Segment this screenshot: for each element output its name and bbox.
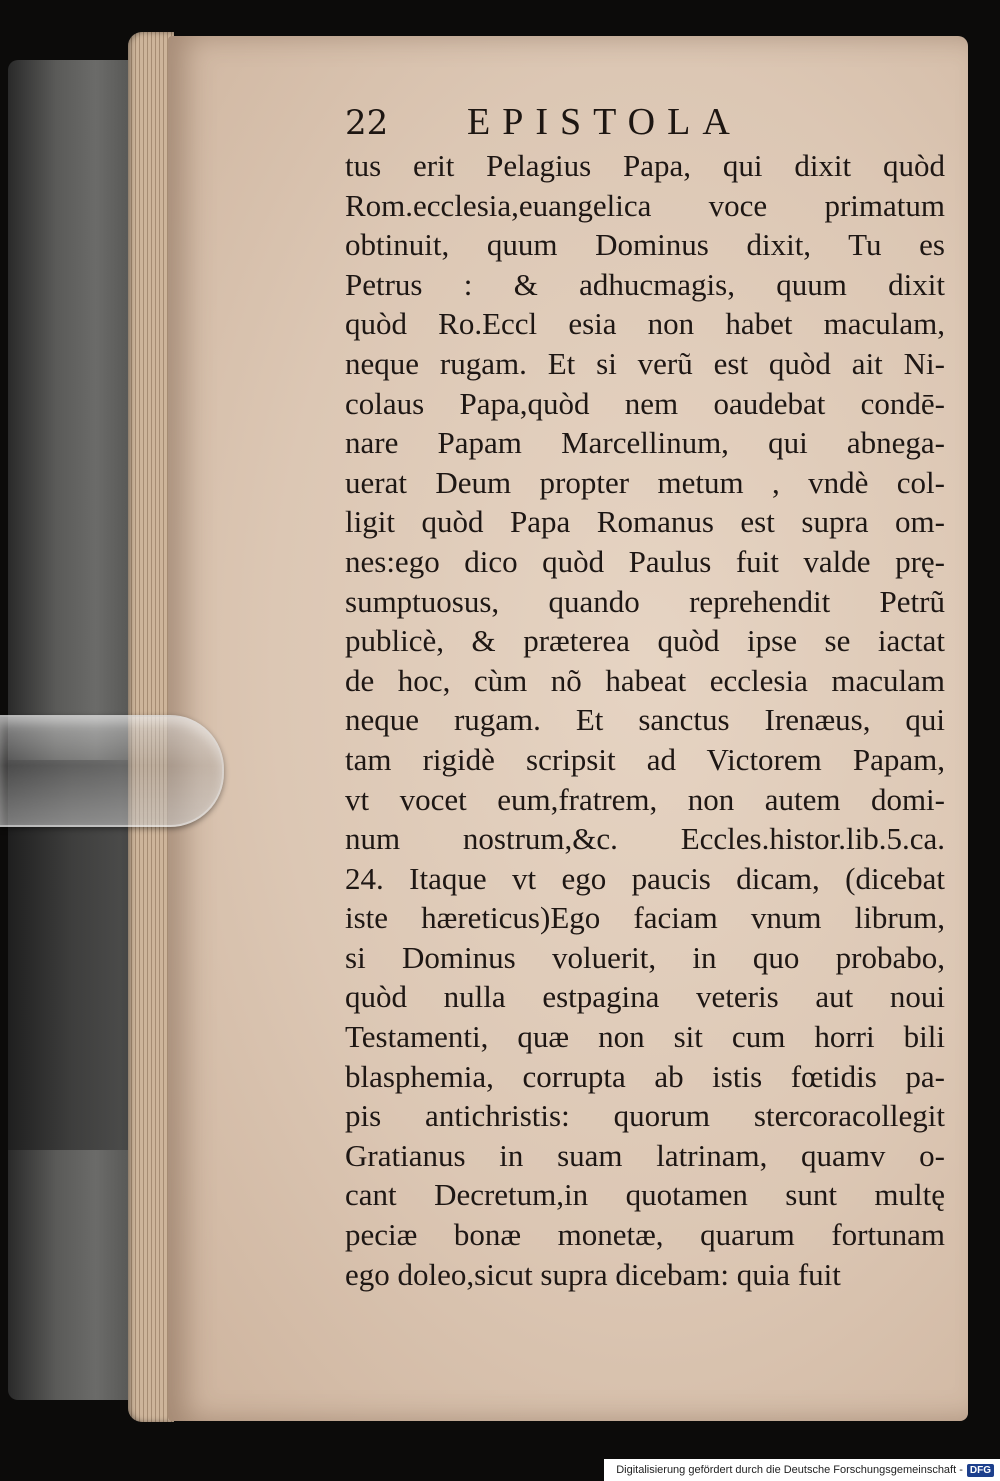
text-line: cant Decretum,in quotamen sunt multę	[345, 1177, 945, 1213]
text-line: Testamenti, quæ non sit cum horri bili	[345, 1019, 945, 1055]
text-line: pis antichristis: quorum stercoracollegit	[345, 1098, 945, 1134]
digitization-credit: Digitalisierung gefördert durch die Deutsche Forschungsgemeinschaft -	[616, 1464, 963, 1476]
glass-page-holder	[0, 715, 224, 827]
text-line: tus erit Pelagius Papa, qui dixit quòd	[345, 148, 945, 183]
text-line: peciæ bonæ monetæ, quarum fortunam	[345, 1217, 945, 1253]
text-line: sumptuosus, quando reprehendit Petrũ	[345, 583, 945, 619]
text-line: quòd Ro.Eccl esia non habet maculam,	[345, 306, 945, 342]
text-line: de hoc, cùm nõ habeat ecclesia maculam	[345, 662, 945, 698]
digitization-credit-bar	[604, 1459, 1000, 1481]
text-line: iste hæreticus)Ego faciam vnum librum,	[345, 900, 945, 936]
running-head	[345, 100, 795, 146]
body-text	[345, 146, 945, 1294]
text-line: uerat Deum propter metum , vndè col-	[345, 464, 945, 500]
page-number: 22	[345, 103, 389, 143]
text-line: blasphemia, corrupta ab istis fœtidis pa-	[345, 1058, 945, 1094]
text-line: neque rugam. Et sanctus Irenæus, qui	[345, 702, 945, 738]
text-line: nare Papam Marcellinum, qui abnega-	[345, 425, 945, 461]
text-line: vt vocet eum,fratrem, non autem domi-	[345, 781, 945, 817]
text-line: tam rigidè scripsit ad Victorem Papam,	[345, 741, 945, 777]
text-line: 24. Itaque vt ego paucis dicam, (dicebat	[345, 860, 945, 896]
text-line: si Dominus voluerit, in quo probabo,	[345, 939, 945, 975]
text-line: ego doleo,sicut supra dicebam: quia fuit	[345, 1256, 841, 1292]
text-line: quòd nulla estpagina veteris aut noui	[345, 979, 945, 1015]
running-head-title: EPISTOLA	[467, 101, 742, 143]
dfg-logo: DFG	[967, 1464, 994, 1477]
text-line: Petrus : & adhucmagis, quum dixit	[345, 266, 945, 302]
text-line: nes:ego dico quòd Paulus fuit valde prę-	[345, 543, 945, 579]
text-line: Gratianus in suam latrinam, quamv o-	[345, 1137, 945, 1173]
text-line: ligit quòd Papa Romanus est supra om-	[345, 504, 945, 540]
text-line: Rom.ecclesia,euangelica voce primatum	[345, 187, 945, 223]
text-line: publicè, & præterea quòd ipse se iactat	[345, 623, 945, 659]
text-line: num nostrum,&c. Eccles.histor.lib.5.ca.	[345, 821, 945, 857]
text-line: colaus Papa,quòd nem oaudebat condē-	[345, 385, 945, 421]
text-line: neque rugam. Et si verũ est quòd ait Ni-	[345, 345, 945, 381]
text-line: obtinuit, quum Dominus dixit, Tu es	[345, 227, 945, 263]
